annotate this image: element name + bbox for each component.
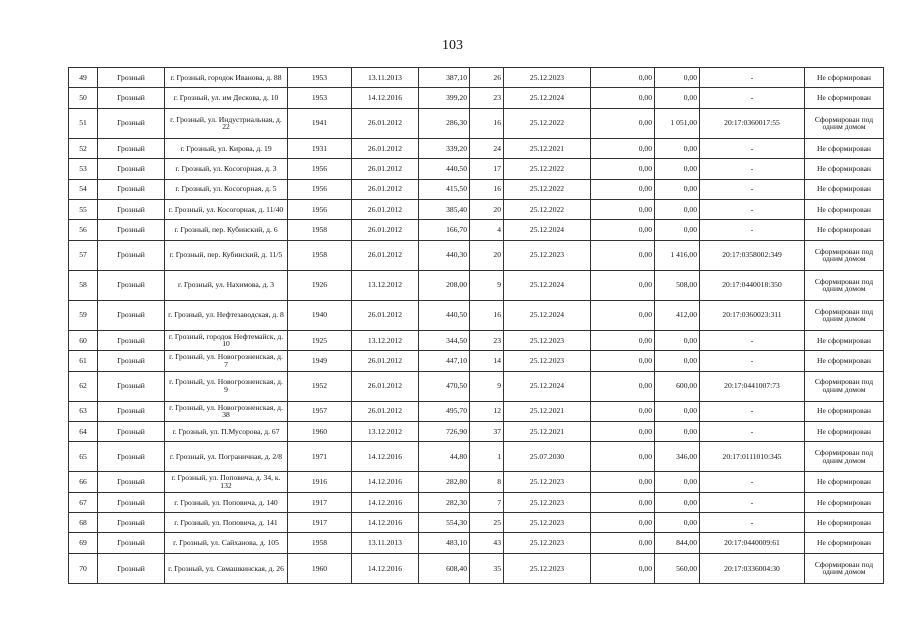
table-row <box>69 270 884 300</box>
value-one-cell: 0,00 <box>591 199 655 219</box>
address-cell: г. Грозный, ул. Новогрозненская, д. 7 <box>165 351 288 371</box>
value-one-cell: 0,00 <box>591 351 655 371</box>
area-cell: 399,20 <box>419 88 470 108</box>
build-year-cell: 1953 <box>288 68 352 88</box>
city-cell: Грозный <box>98 330 165 350</box>
area-cell: 339,20 <box>419 138 470 158</box>
address-cell: г. Грозный, ул. Кирова, д. 19 <box>165 138 288 158</box>
city-cell: Грозный <box>98 513 165 533</box>
value-one-cell: 0,00 <box>591 330 655 350</box>
row-number: 61 <box>69 351 98 371</box>
land-area-cell: 0,00 <box>655 351 700 371</box>
row-number: 69 <box>69 533 98 553</box>
value-one-cell: 0,00 <box>591 300 655 330</box>
city-cell: Грозный <box>98 199 165 219</box>
value-one-cell: 0,00 <box>591 68 655 88</box>
land-status-cell: Не сформирован <box>805 199 884 219</box>
address-cell: г. Грозный, ул. Косогорная, д. 3 <box>165 159 288 179</box>
registration-date-cell: 26.01.2012 <box>352 138 419 158</box>
cadastral-number-cell: 20:17:0440009:61 <box>700 533 805 553</box>
land-status-cell: Не сформирован <box>805 351 884 371</box>
table-row <box>69 533 884 553</box>
residents-count-cell: 4 <box>470 220 504 240</box>
value-one-cell: 0,00 <box>591 159 655 179</box>
address-cell: г. Грозный, ул. Новогрозненская, д. 9 <box>165 371 288 401</box>
city-cell: Грозный <box>98 300 165 330</box>
registration-date-cell: 26.01.2012 <box>352 351 419 371</box>
land-area-cell: 844,00 <box>655 533 700 553</box>
cadastral-number-cell: 20:17:0441007:73 <box>700 371 805 401</box>
land-status-cell: Не сформирован <box>805 472 884 492</box>
table-row <box>69 472 884 492</box>
residents-count-cell: 23 <box>470 330 504 350</box>
value-one-cell: 0,00 <box>591 492 655 512</box>
area-cell: 282,80 <box>419 472 470 492</box>
table-row <box>69 240 884 270</box>
area-cell: 166,70 <box>419 220 470 240</box>
build-year-cell: 1940 <box>288 300 352 330</box>
area-cell: 726,90 <box>419 421 470 441</box>
planned-date-cell: 25.12.2024 <box>504 88 591 108</box>
cadastral-number-cell: - <box>700 401 805 421</box>
build-year-cell: 1958 <box>288 220 352 240</box>
area-cell: 415,50 <box>419 179 470 199</box>
residents-count-cell: 24 <box>470 138 504 158</box>
land-status-cell: Не сформирован <box>805 513 884 533</box>
row-number: 59 <box>69 300 98 330</box>
build-year-cell: 1949 <box>288 351 352 371</box>
build-year-cell: 1941 <box>288 108 352 138</box>
value-one-cell: 0,00 <box>591 108 655 138</box>
value-one-cell: 0,00 <box>591 371 655 401</box>
city-cell: Грозный <box>98 442 165 472</box>
registration-date-cell: 26.01.2012 <box>352 179 419 199</box>
land-area-cell: 0,00 <box>655 421 700 441</box>
table-row <box>69 159 884 179</box>
row-number: 66 <box>69 472 98 492</box>
build-year-cell: 1958 <box>288 240 352 270</box>
cadastral-number-cell: - <box>700 138 805 158</box>
city-cell: Грозный <box>98 553 165 583</box>
residents-count-cell: 8 <box>470 472 504 492</box>
value-one-cell: 0,00 <box>591 240 655 270</box>
row-number: 65 <box>69 442 98 472</box>
registration-date-cell: 14.12.2016 <box>352 513 419 533</box>
value-one-cell: 0,00 <box>591 88 655 108</box>
city-cell: Грозный <box>98 179 165 199</box>
planned-date-cell: 25.12.2021 <box>504 421 591 441</box>
table-row <box>69 108 884 138</box>
value-one-cell: 0,00 <box>591 421 655 441</box>
cadastral-number-cell: - <box>700 351 805 371</box>
build-year-cell: 1926 <box>288 270 352 300</box>
build-year-cell: 1953 <box>288 88 352 108</box>
city-cell: Грозный <box>98 220 165 240</box>
residents-count-cell: 26 <box>470 68 504 88</box>
registration-date-cell: 26.01.2012 <box>352 371 419 401</box>
area-cell: 447,10 <box>419 351 470 371</box>
build-year-cell: 1957 <box>288 401 352 421</box>
row-number: 55 <box>69 199 98 219</box>
table-row <box>69 199 884 219</box>
area-cell: 470,50 <box>419 371 470 401</box>
table-row <box>69 351 884 371</box>
cadastral-number-cell: - <box>700 472 805 492</box>
area-cell: 554,30 <box>419 513 470 533</box>
cadastral-number-cell: - <box>700 421 805 441</box>
row-number: 60 <box>69 330 98 350</box>
build-year-cell: 1956 <box>288 159 352 179</box>
table-row <box>69 220 884 240</box>
build-year-cell: 1916 <box>288 472 352 492</box>
row-number: 52 <box>69 138 98 158</box>
table-row <box>69 442 884 472</box>
cadastral-number-cell: - <box>700 68 805 88</box>
value-one-cell: 0,00 <box>591 472 655 492</box>
residents-count-cell: 9 <box>470 371 504 401</box>
land-area-cell: 0,00 <box>655 138 700 158</box>
area-cell: 440,30 <box>419 240 470 270</box>
planned-date-cell: 25.12.2023 <box>504 533 591 553</box>
cadastral-number-cell: 20:17:0360017:55 <box>700 108 805 138</box>
row-number: 53 <box>69 159 98 179</box>
table-row <box>69 513 884 533</box>
registration-date-cell: 13.12.2012 <box>352 421 419 441</box>
build-year-cell: 1952 <box>288 371 352 401</box>
residents-count-cell: 16 <box>470 300 504 330</box>
residents-count-cell: 14 <box>470 351 504 371</box>
value-one-cell: 0,00 <box>591 220 655 240</box>
land-area-cell: 508,00 <box>655 270 700 300</box>
build-year-cell: 1917 <box>288 513 352 533</box>
row-number: 67 <box>69 492 98 512</box>
table-row <box>69 401 884 421</box>
planned-date-cell: 25.12.2023 <box>504 553 591 583</box>
table-row <box>69 300 884 330</box>
area-cell: 44,80 <box>419 442 470 472</box>
cadastral-number-cell: - <box>700 330 805 350</box>
planned-date-cell: 25.12.2023 <box>504 68 591 88</box>
address-cell: г. Грозный, ул. Поповича, д. 34, к. 132 <box>165 472 288 492</box>
land-area-cell: 346,00 <box>655 442 700 472</box>
residents-count-cell: 25 <box>470 513 504 533</box>
row-number: 54 <box>69 179 98 199</box>
land-area-cell: 0,00 <box>655 179 700 199</box>
planned-date-cell: 25.12.2023 <box>504 472 591 492</box>
address-cell: г. Грозный, городок Иванова, д. 88 <box>165 68 288 88</box>
registration-date-cell: 26.01.2012 <box>352 159 419 179</box>
address-cell: г. Грозный, ул. Нефтезаводская, д. 8 <box>165 300 288 330</box>
land-area-cell: 0,00 <box>655 472 700 492</box>
row-number: 51 <box>69 108 98 138</box>
area-cell: 282,30 <box>419 492 470 512</box>
city-cell: Грозный <box>98 421 165 441</box>
residents-count-cell: 16 <box>470 108 504 138</box>
build-year-cell: 1917 <box>288 492 352 512</box>
registration-date-cell: 26.01.2012 <box>352 240 419 270</box>
planned-date-cell: 25.07.2030 <box>504 442 591 472</box>
cadastral-number-cell: - <box>700 492 805 512</box>
planned-date-cell: 25.12.2022 <box>504 199 591 219</box>
planned-date-cell: 25.12.2022 <box>504 179 591 199</box>
planned-date-cell: 25.12.2024 <box>504 300 591 330</box>
planned-date-cell: 25.12.2021 <box>504 138 591 158</box>
land-area-cell: 412,00 <box>655 300 700 330</box>
registration-date-cell: 14.12.2016 <box>352 472 419 492</box>
registration-date-cell: 13.12.2012 <box>352 270 419 300</box>
table-row <box>69 68 884 88</box>
land-status-cell: Не сформирован <box>805 220 884 240</box>
land-area-cell: 0,00 <box>655 492 700 512</box>
city-cell: Грозный <box>98 138 165 158</box>
cadastral-number-cell: - <box>700 159 805 179</box>
registration-date-cell: 14.12.2016 <box>352 553 419 583</box>
cadastral-number-cell: - <box>700 199 805 219</box>
address-cell: г. Грозный, ул. Сайханова, д. 105 <box>165 533 288 553</box>
residents-count-cell: 43 <box>470 533 504 553</box>
housing-registry-table <box>68 67 884 584</box>
land-status-cell: Сформирован под одним домом <box>805 442 884 472</box>
residents-count-cell: 23 <box>470 88 504 108</box>
build-year-cell: 1960 <box>288 421 352 441</box>
planned-date-cell: 25.12.2022 <box>504 108 591 138</box>
land-area-cell: 0,00 <box>655 199 700 219</box>
address-cell: г. Грозный, ул. Свмашкинская, д. 26 <box>165 553 288 583</box>
planned-date-cell: 25.12.2023 <box>504 351 591 371</box>
city-cell: Грозный <box>98 159 165 179</box>
land-status-cell: Не сформирован <box>805 138 884 158</box>
address-cell: г. Грозный, ул. Нахимова, д. 3 <box>165 270 288 300</box>
build-year-cell: 1931 <box>288 138 352 158</box>
cadastral-number-cell: 20:17:0336004:30 <box>700 553 805 583</box>
build-year-cell: 1960 <box>288 553 352 583</box>
land-status-cell: Сформирован под одним домом <box>805 371 884 401</box>
planned-date-cell: 25.12.2024 <box>504 220 591 240</box>
address-cell: г. Грозный, пер. Кубинский, д. 11/5 <box>165 240 288 270</box>
area-cell: 608,40 <box>419 553 470 583</box>
table-row <box>69 553 884 583</box>
table-row <box>69 371 884 401</box>
table-row <box>69 330 884 350</box>
page-number: 103 <box>442 38 463 53</box>
registration-date-cell: 26.01.2012 <box>352 220 419 240</box>
build-year-cell: 1958 <box>288 533 352 553</box>
land-status-cell: Не сформирован <box>805 330 884 350</box>
cadastral-number-cell: 20:17:0358002:349 <box>700 240 805 270</box>
land-status-cell: Сформирован под одним домом <box>805 270 884 300</box>
row-number: 70 <box>69 553 98 583</box>
row-number: 57 <box>69 240 98 270</box>
planned-date-cell: 25.12.2022 <box>504 159 591 179</box>
area-cell: 440,50 <box>419 300 470 330</box>
table-row <box>69 138 884 158</box>
value-one-cell: 0,00 <box>591 179 655 199</box>
planned-date-cell: 25.12.2024 <box>504 371 591 401</box>
land-area-cell: 1 416,00 <box>655 240 700 270</box>
value-one-cell: 0,00 <box>591 270 655 300</box>
row-number: 68 <box>69 513 98 533</box>
residents-count-cell: 20 <box>470 240 504 270</box>
planned-date-cell: 25.12.2023 <box>504 513 591 533</box>
city-cell: Грозный <box>98 351 165 371</box>
land-area-cell: 0,00 <box>655 68 700 88</box>
land-area-cell: 0,00 <box>655 330 700 350</box>
build-year-cell: 1971 <box>288 442 352 472</box>
area-cell: 208,00 <box>419 270 470 300</box>
cadastral-number-cell: 20:17:0360023:311 <box>700 300 805 330</box>
residents-count-cell: 1 <box>470 442 504 472</box>
table-row <box>69 492 884 512</box>
address-cell: г. Грозный, ул. Индустриальная, д. 22 <box>165 108 288 138</box>
planned-date-cell: 25.12.2023 <box>504 492 591 512</box>
address-cell: г. Грозный, ул. Поповича, д. 140 <box>165 492 288 512</box>
planned-date-cell: 25.12.2021 <box>504 401 591 421</box>
address-cell: г. Грозный, ул. Новогрозненская, д. 38 <box>165 401 288 421</box>
planned-date-cell: 25.12.2024 <box>504 270 591 300</box>
area-cell: 385,40 <box>419 199 470 219</box>
city-cell: Грозный <box>98 401 165 421</box>
cadastral-number-cell: - <box>700 220 805 240</box>
city-cell: Грозный <box>98 108 165 138</box>
planned-date-cell: 25.12.2023 <box>504 240 591 270</box>
registration-date-cell: 26.01.2012 <box>352 300 419 330</box>
value-one-cell: 0,00 <box>591 533 655 553</box>
land-status-cell: Не сформирован <box>805 492 884 512</box>
land-area-cell: 0,00 <box>655 88 700 108</box>
area-cell: 495,70 <box>419 401 470 421</box>
registration-date-cell: 13.11.2013 <box>352 533 419 553</box>
table-row <box>69 421 884 441</box>
land-area-cell: 560,00 <box>655 553 700 583</box>
table-row <box>69 88 884 108</box>
row-number: 49 <box>69 68 98 88</box>
land-status-cell: Не сформирован <box>805 533 884 553</box>
address-cell: г. Грозный, городок Нефтемайск, д. 10 <box>165 330 288 350</box>
city-cell: Грозный <box>98 492 165 512</box>
residents-count-cell: 12 <box>470 401 504 421</box>
land-status-cell: Сформирован под одним домом <box>805 300 884 330</box>
area-cell: 483,10 <box>419 533 470 553</box>
build-year-cell: 1925 <box>288 330 352 350</box>
city-cell: Грозный <box>98 533 165 553</box>
address-cell: г. Грозный, ул. П.Мусорова, д. 67 <box>165 421 288 441</box>
address-cell: г. Грозный, ул. Поповича, д. 141 <box>165 513 288 533</box>
land-status-cell: Не сформирован <box>805 421 884 441</box>
residents-count-cell: 9 <box>470 270 504 300</box>
land-status-cell: Не сформирован <box>805 179 884 199</box>
value-one-cell: 0,00 <box>591 138 655 158</box>
residents-count-cell: 35 <box>470 553 504 583</box>
address-cell: г. Грозный, пер. Кубинский, д. 6 <box>165 220 288 240</box>
value-one-cell: 0,00 <box>591 553 655 583</box>
land-status-cell: Сформирован под одним домом <box>805 240 884 270</box>
land-status-cell: Не сформирован <box>805 68 884 88</box>
address-cell: г. Грозный, ул. Косогорная, д. 11/40 <box>165 199 288 219</box>
planned-date-cell: 25.12.2023 <box>504 330 591 350</box>
cadastral-number-cell: 20:17:0111010:345 <box>700 442 805 472</box>
land-status-cell: Не сформирован <box>805 159 884 179</box>
area-cell: 344,50 <box>419 330 470 350</box>
cadastral-number-cell: - <box>700 179 805 199</box>
cadastral-number-cell: 20:17:0440018:350 <box>700 270 805 300</box>
build-year-cell: 1956 <box>288 179 352 199</box>
land-area-cell: 0,00 <box>655 513 700 533</box>
registration-date-cell: 14.12.2016 <box>352 88 419 108</box>
city-cell: Грозный <box>98 88 165 108</box>
row-number: 50 <box>69 88 98 108</box>
city-cell: Грозный <box>98 68 165 88</box>
land-area-cell: 600,00 <box>655 371 700 401</box>
residents-count-cell: 17 <box>470 159 504 179</box>
land-area-cell: 0,00 <box>655 159 700 179</box>
address-cell: г. Грозный, ул. Косогорная, д. 5 <box>165 179 288 199</box>
registration-date-cell: 26.01.2012 <box>352 401 419 421</box>
residents-count-cell: 16 <box>470 179 504 199</box>
area-cell: 440,50 <box>419 159 470 179</box>
residents-count-cell: 7 <box>470 492 504 512</box>
city-cell: Грозный <box>98 472 165 492</box>
value-one-cell: 0,00 <box>591 442 655 472</box>
row-number: 58 <box>69 270 98 300</box>
value-one-cell: 0,00 <box>591 513 655 533</box>
registration-date-cell: 13.12.2012 <box>352 330 419 350</box>
registration-date-cell: 26.01.2012 <box>352 199 419 219</box>
cadastral-number-cell: - <box>700 88 805 108</box>
land-status-cell: Не сформирован <box>805 88 884 108</box>
land-status-cell: Сформирован под одним домом <box>805 553 884 583</box>
row-number: 62 <box>69 371 98 401</box>
land-area-cell: 1 051,00 <box>655 108 700 138</box>
row-number: 56 <box>69 220 98 240</box>
land-area-cell: 0,00 <box>655 220 700 240</box>
land-status-cell: Не сформирован <box>805 401 884 421</box>
city-cell: Грозный <box>98 270 165 300</box>
registration-date-cell: 13.11.2013 <box>352 68 419 88</box>
registration-date-cell: 14.12.2016 <box>352 442 419 472</box>
row-number: 64 <box>69 421 98 441</box>
row-number: 63 <box>69 401 98 421</box>
cadastral-number-cell: - <box>700 513 805 533</box>
table-row <box>69 179 884 199</box>
address-cell: г. Грозный, ул. Пограничная, д. 2/8 <box>165 442 288 472</box>
area-cell: 387,10 <box>419 68 470 88</box>
land-status-cell: Сформирован под одним домом <box>805 108 884 138</box>
registration-date-cell: 26.01.2012 <box>352 108 419 138</box>
value-one-cell: 0,00 <box>591 401 655 421</box>
address-cell: г. Грозный, ул. им Дескова, д. 10 <box>165 88 288 108</box>
residents-count-cell: 37 <box>470 421 504 441</box>
city-cell: Грозный <box>98 240 165 270</box>
land-area-cell: 0,00 <box>655 401 700 421</box>
residents-count-cell: 20 <box>470 199 504 219</box>
city-cell: Грозный <box>98 371 165 401</box>
registration-date-cell: 14.12.2016 <box>352 492 419 512</box>
build-year-cell: 1956 <box>288 199 352 219</box>
area-cell: 286,30 <box>419 108 470 138</box>
